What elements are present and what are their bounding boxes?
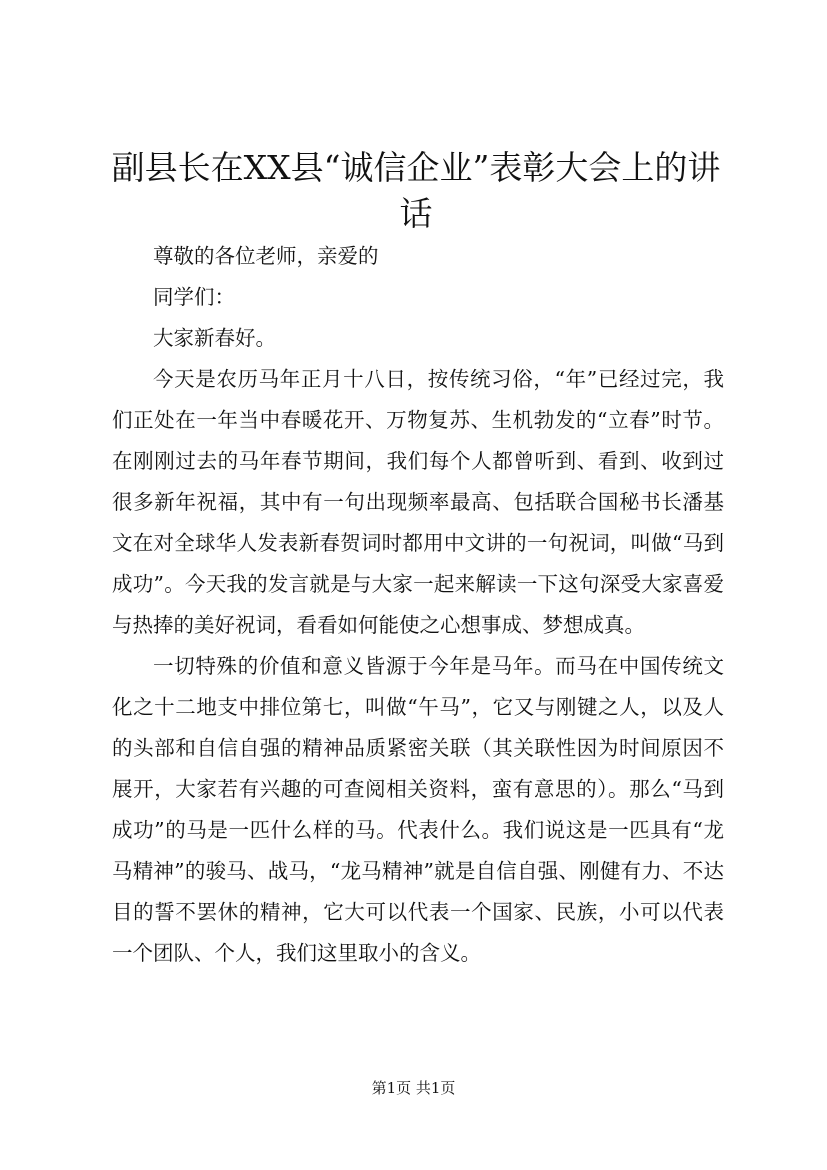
page-footer: 第1页 共1页 (371, 1079, 456, 1097)
body-paragraph-1: 今天是农历马年正月十八日，按传统习俗，“年”已经过完，我们正处在一年当中春暖花开、万物复苏、生机勃发的“立春”时节。在刚刚过去的马年春节期间，我们每个人都曾听到、看到、收到过很多新年祝福，其中有一句出现频率最高、包括联合国秘书长潘基文在对全球华人发表新春贺词时都用中文讲的一句祝词，叫做“马到成功”。今天我的发言就是与大家一起来解读一下这句深受大家喜爱与热捧的美好祝词，看看如何能使之心想事成、梦想成真。 (112, 367, 724, 637)
body-paragraph-2: 一切特殊的价值和意义皆源于今年是马年。而马在中国传统文化之十二地支中排位第七，叫做“午马”，它又与刚键之人，以及人的头部和自信自强的精神品质紧密关联（其关联性因为时间原因不展开，大家若有兴趣的可查阅相关资料，蛮有意思的）。那么“马到成功”的马是一匹什么样的马。代表什么。我们说这是一匹具有“龙马精神”的骏马、战马，“龙马精神”就是自信自强、刚健有力、不达目的誓不罢休的精神，它大可以代表一个国家、民族，小可以代表一个团队、个人，我们这里取小的含义。 (112, 654, 724, 965)
salutation-line-1: 尊敬的各位老师，亲爱的 (153, 244, 379, 268)
document-title: 副县长在XX县“诚信企业”表彰大会上的讲话 (111, 148, 721, 233)
document-body (112, 236, 724, 974)
greeting-paragraph: 大家新春好。 (153, 326, 276, 350)
salutation-line-2: 同学们： (153, 285, 235, 309)
